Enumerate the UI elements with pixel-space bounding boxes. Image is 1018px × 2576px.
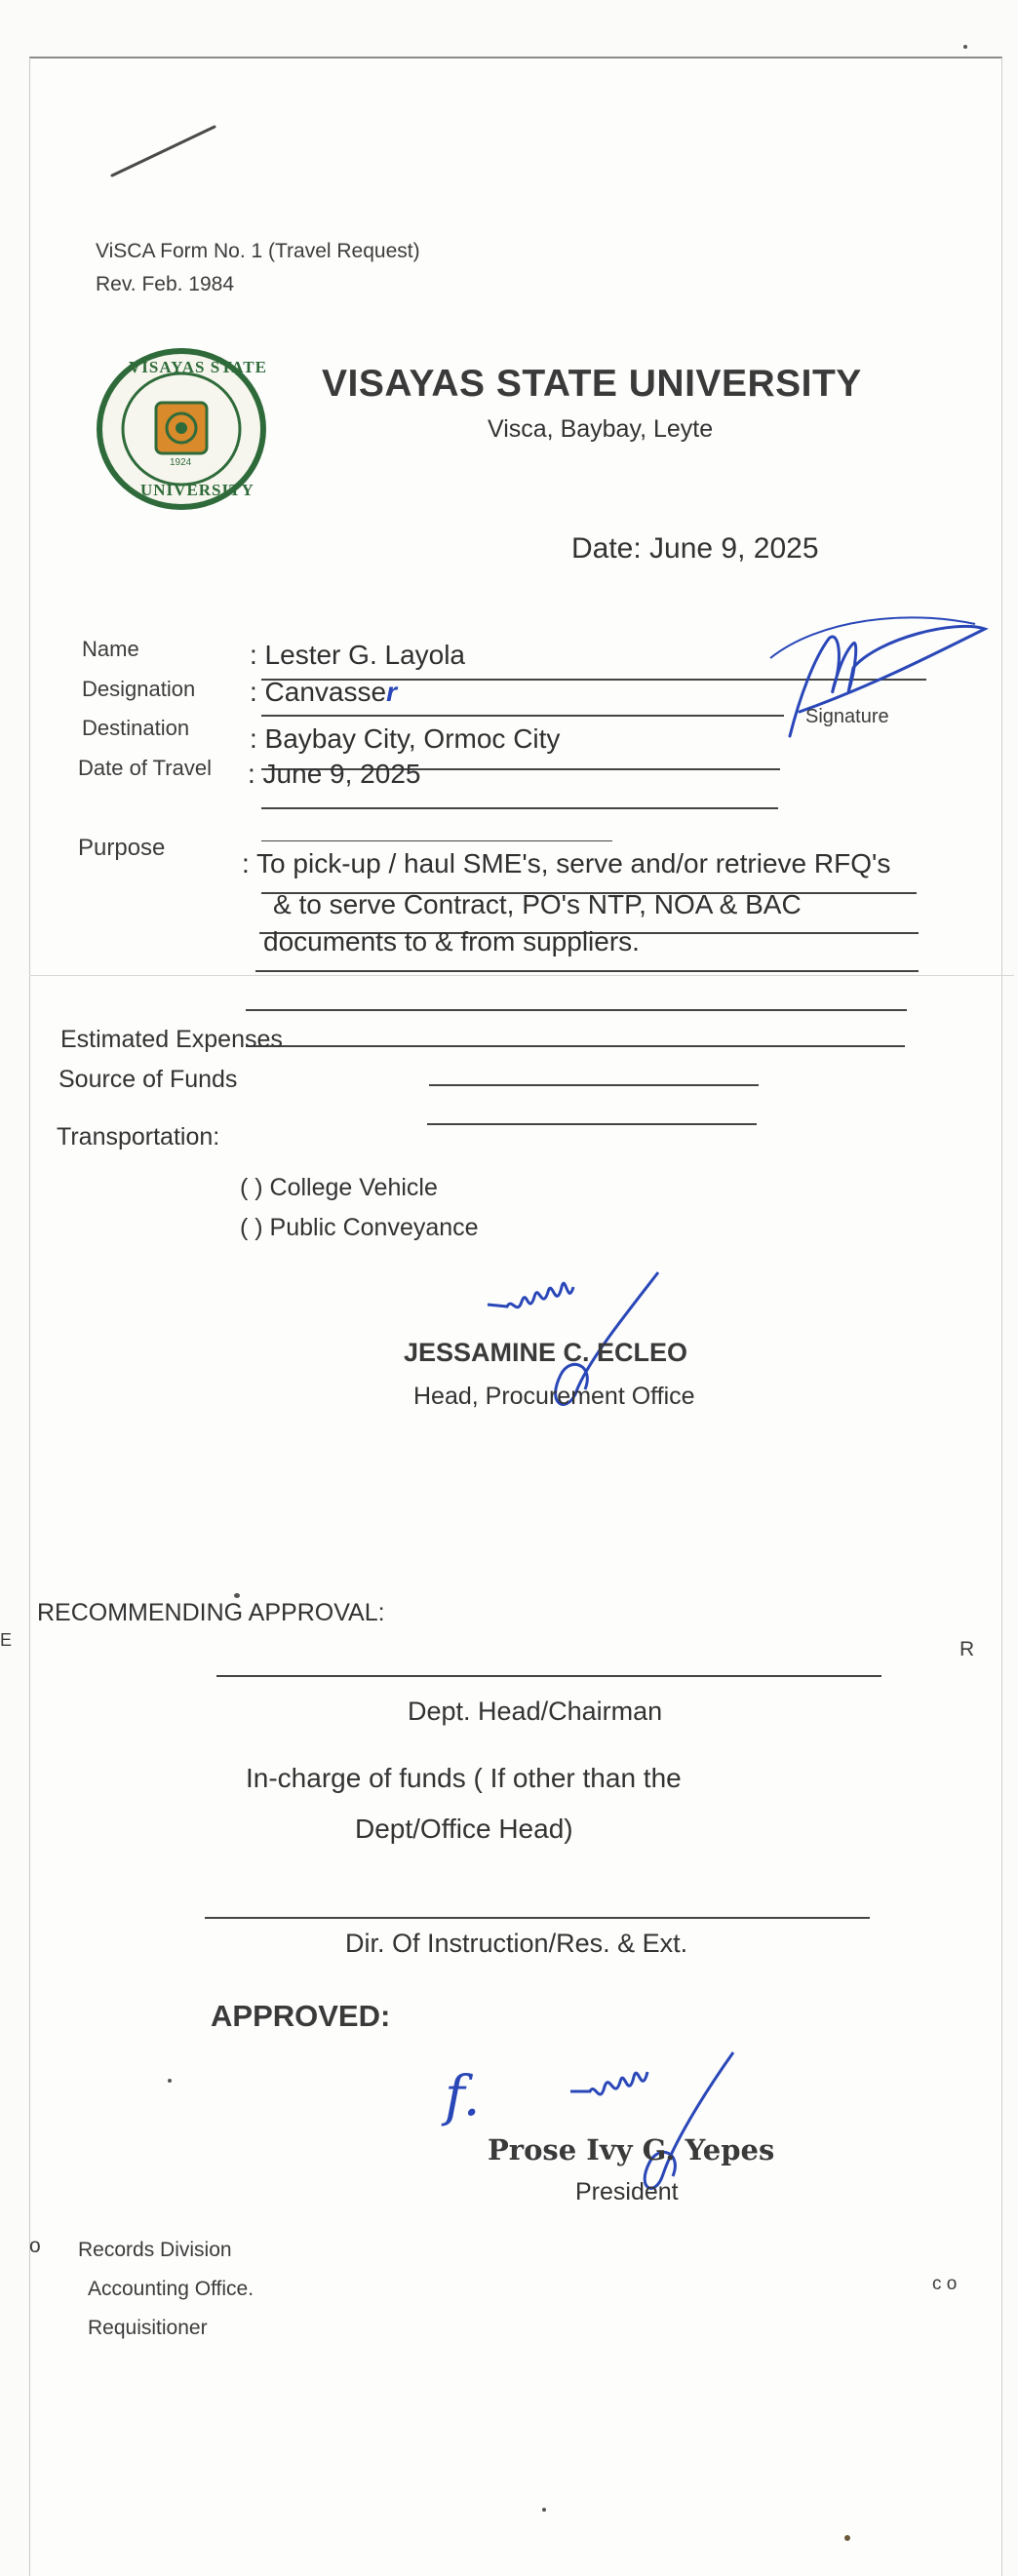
director-line xyxy=(205,1917,870,1919)
source-of-funds-label: Source of Funds xyxy=(59,1066,238,1093)
transportation-label: Transportation: xyxy=(57,1123,220,1151)
name-label: Name xyxy=(82,637,139,661)
option-college-vehicle[interactable]: ( ) College Vehicle xyxy=(240,1174,438,1201)
speck xyxy=(168,2079,172,2083)
approved-label: APPROVED: xyxy=(211,1999,391,2033)
pen-stroke-mark xyxy=(107,122,224,180)
purpose-underline-3 xyxy=(255,970,919,972)
recommending-approval-label: RECOMMENDING APPROVAL: xyxy=(37,1599,385,1626)
date-of-travel-label: Date of Travel xyxy=(78,756,212,780)
fold-line xyxy=(29,975,1014,976)
distribution-bullet: o xyxy=(29,2235,41,2257)
university-title: VISAYAS STATE UNIVERSITY xyxy=(322,363,862,405)
head-title: Head, Procurement Office xyxy=(413,1383,695,1410)
distribution-records: Records Division xyxy=(78,2239,232,2261)
date-line: Date: June 9, 2025 xyxy=(571,532,819,565)
signature-label: Signature xyxy=(805,706,889,727)
designation-typed: : Canvasse xyxy=(250,677,387,707)
date-of-travel-underline xyxy=(261,807,778,809)
form-number: ViSCA Form No. 1 (Travel Request) xyxy=(96,240,420,262)
purpose-underline-4 xyxy=(246,1009,907,1011)
seal-text-top: VISAYAS STATE xyxy=(129,358,267,376)
designation-value xyxy=(250,677,397,708)
director-title: Dir. Of Instruction/Res. & Ext. xyxy=(345,1929,688,1958)
speck xyxy=(542,2508,546,2512)
purpose-top-line xyxy=(261,840,612,841)
president-initial: f. xyxy=(445,2065,481,2128)
purpose-line-3: documents to & from suppliers. xyxy=(263,926,640,956)
edge-mark-r: R xyxy=(959,1638,975,1660)
distribution-requisitioner: Requisitioner xyxy=(88,2317,208,2339)
purpose-line-2: & to serve Contract, PO's NTP, NOA & BAC xyxy=(273,889,802,919)
university-seal xyxy=(96,346,267,512)
destination-value: : Baybay City, Ormoc City xyxy=(250,723,561,754)
name-value: : Lester G. Layola xyxy=(250,640,466,670)
expenses-line xyxy=(429,1084,759,1086)
edge-mark-co: c o xyxy=(932,2274,958,2294)
destination-label: Destination xyxy=(82,716,190,740)
purpose-line-1: : To pick-up / haul SME's, serve and/or retrieve RFQ's xyxy=(242,848,891,878)
designation-handwritten: r xyxy=(386,677,397,707)
president-name: Prose Ivy G. Yepes xyxy=(488,2133,775,2166)
head-name: JESSAMINE C. ECLEO xyxy=(404,1338,688,1367)
seal-year: 1924 xyxy=(170,457,192,468)
option-public-conveyance[interactable]: ( ) Public Conveyance xyxy=(240,1214,479,1241)
dept-head-title: Dept. Head/Chairman xyxy=(408,1697,663,1726)
distribution-accounting: Accounting Office. xyxy=(88,2278,254,2300)
speck xyxy=(844,2535,850,2541)
designation-underline xyxy=(261,715,784,717)
president-title: President xyxy=(575,2178,679,2205)
estimated-expenses-label: Estimated Expenses xyxy=(60,1026,283,1053)
speck xyxy=(963,45,967,49)
seal-text-bottom: UNIVERSITY xyxy=(140,481,254,499)
university-address: Visca, Baybay, Leyte xyxy=(488,415,714,443)
designation-label: Designation xyxy=(82,677,196,701)
incharge-line-2: Dept/Office Head) xyxy=(355,1814,573,1844)
incharge-line-1: In-charge of funds ( If other than the xyxy=(246,1763,682,1793)
dept-head-line xyxy=(216,1675,881,1677)
speck xyxy=(234,1593,240,1598)
edge-mark-e: E xyxy=(0,1630,13,1650)
source-of-funds-line xyxy=(427,1123,757,1125)
date-of-travel-value: : June 9, 2025 xyxy=(248,759,421,789)
form-revision: Rev. Feb. 1984 xyxy=(96,273,235,295)
purpose-underline-5 xyxy=(246,1045,905,1047)
purpose-label: Purpose xyxy=(78,835,166,861)
